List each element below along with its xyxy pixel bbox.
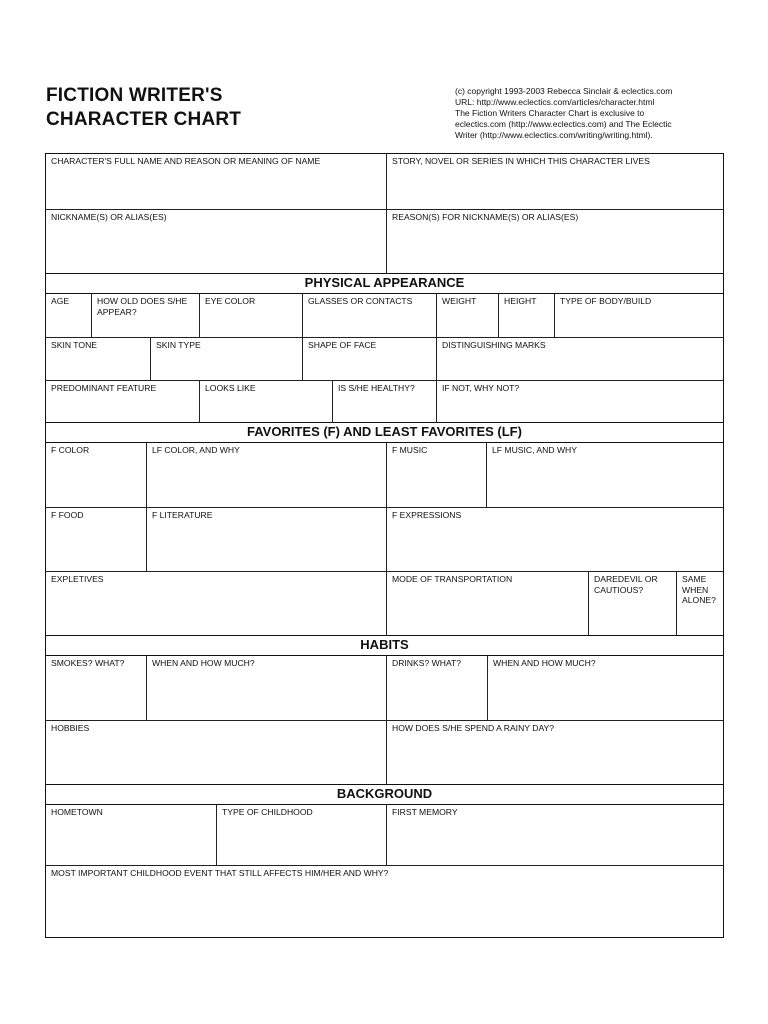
transportation-field[interactable]: MODE OF TRANSPORTATION [386, 572, 588, 635]
full-name-field[interactable]: CHARACTER'S FULL NAME AND REASON OR MEANING OF NAME [51, 156, 321, 166]
weight-field[interactable]: WEIGHT [436, 294, 498, 337]
form-title [46, 84, 241, 132]
favorite-expressions-field[interactable]: F EXPRESSIONS [386, 508, 723, 571]
hobbies-field[interactable]: HOBBIES [51, 723, 90, 733]
least-favorite-music-field[interactable]: LF MUSIC, AND WHY [486, 443, 723, 507]
form-row [46, 209, 723, 273]
same-when-alone-field[interactable]: SAME WHEN ALONE? [676, 572, 723, 635]
favorite-music-field[interactable]: F MUSIC [386, 443, 486, 507]
form-row [46, 443, 723, 507]
favorite-literature-field[interactable]: F LITERATURE [146, 508, 386, 571]
skin-tone-field[interactable]: SKIN TONE [51, 340, 98, 350]
form-row [46, 337, 723, 380]
expletives-field[interactable]: EXPLETIVES [51, 574, 104, 584]
apparent-age-field[interactable]: HOW OLD DOES S/HE APPEAR? [91, 294, 199, 337]
height-field[interactable]: HEIGHT [498, 294, 554, 337]
copyright-notice [455, 86, 725, 141]
glasses-field[interactable]: GLASSES OR CONTACTS [302, 294, 436, 337]
daredevil-field[interactable]: DAREDEVIL OR CAUTIOUS? [588, 572, 676, 635]
if-not-field[interactable]: IF NOT, WHY NOT? [436, 381, 723, 422]
nickname-reason-field[interactable]: REASON(S) FOR NICKNAME(S) OR ALIAS(ES) [386, 210, 723, 273]
copyright-line: (c) copyright 1993-2003 Rebecca Sinclair & eclectics.com [455, 86, 673, 96]
face-shape-field[interactable]: SHAPE OF FACE [302, 338, 436, 380]
section-background: BACKGROUND [46, 784, 723, 805]
favorite-color-field[interactable]: F COLOR [51, 445, 90, 455]
section-habits: HABITS [46, 635, 723, 656]
copyright-line: Writer (http://www.eclectics.com/writing/writing.html). [455, 130, 653, 140]
age-field[interactable]: AGE [51, 296, 70, 306]
drinks-field[interactable]: DRINKS? WHAT? [386, 656, 487, 720]
form-row [46, 805, 723, 865]
smokes-frequency-field[interactable]: WHEN AND HOW MUCH? [146, 656, 386, 720]
drinks-frequency-field[interactable]: WHEN AND HOW MUCH? [487, 656, 723, 720]
story-field[interactable]: STORY, NOVEL OR SERIES IN WHICH THIS CHARACTER LIVES [386, 154, 723, 209]
predominant-feature-field[interactable]: PREDOMINANT FEATURE [51, 383, 157, 393]
form-row [46, 656, 723, 720]
section-physical-appearance: PHYSICAL APPEARANCE [46, 273, 723, 294]
form-row [46, 380, 723, 422]
character-chart-form [45, 153, 724, 938]
favorite-food-field[interactable]: F FOOD [51, 510, 84, 520]
eye-color-field[interactable]: EYE COLOR [199, 294, 302, 337]
healthy-field[interactable]: IS S/HE HEALTHY? [332, 381, 436, 422]
section-favorites: FAVORITES (F) AND LEAST FAVORITES (LF) [46, 422, 723, 443]
important-event-field[interactable]: MOST IMPORTANT CHILDHOOD EVENT THAT STILL AFFECTS HIM/HER AND WHY? [51, 868, 389, 878]
form-row [46, 294, 723, 337]
rainy-day-field[interactable]: HOW DOES S/HE SPEND A RAINY DAY? [386, 721, 723, 784]
body-type-field[interactable]: TYPE OF BODY/BUILD [554, 294, 723, 337]
hometown-field[interactable]: HOMETOWN [51, 807, 103, 817]
first-memory-field[interactable]: FIRST MEMORY [386, 805, 723, 865]
childhood-type-field[interactable]: TYPE OF CHILDHOOD [216, 805, 386, 865]
smokes-field[interactable]: SMOKES? WHAT? [51, 658, 125, 668]
skin-type-field[interactable]: SKIN TYPE [150, 338, 302, 380]
least-favorite-color-field[interactable]: LF COLOR, AND WHY [146, 443, 386, 507]
distinguishing-marks-field[interactable]: DISTINGUISHING MARKS [436, 338, 723, 380]
looks-like-field[interactable]: LOOKS LIKE [199, 381, 332, 422]
copyright-line: URL: http://www.eclectics.com/articles/character.html [455, 97, 655, 107]
nickname-field[interactable]: NICKNAME(S) OR ALIAS(ES) [51, 212, 167, 222]
title-line-1: FICTION WRITER'S [46, 85, 223, 106]
form-row [46, 507, 723, 571]
form-row [46, 720, 723, 784]
form-row [46, 865, 723, 937]
copyright-line: The Fiction Writers Character Chart is exclusive to [455, 108, 645, 118]
copyright-line: eclectics.com (http://www.eclectics.com) and The Eclectic [455, 119, 672, 129]
form-row [46, 571, 723, 635]
form-row [46, 154, 723, 209]
title-line-2: CHARACTER CHART [46, 109, 242, 130]
